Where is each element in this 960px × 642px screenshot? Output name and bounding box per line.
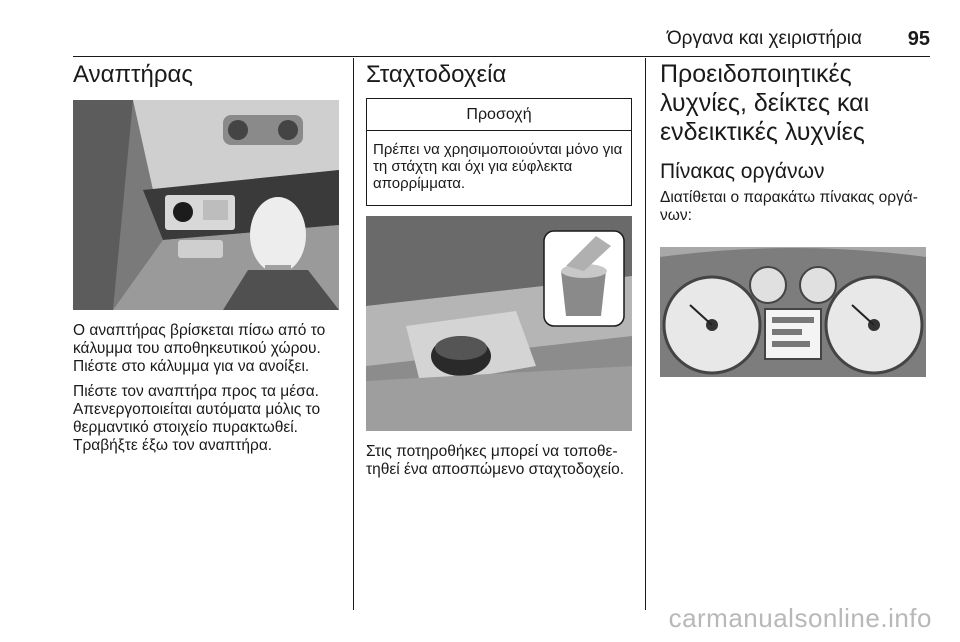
- cigarette-lighter-illustration: [73, 100, 339, 310]
- caution-text: Πρέπει να χρησιμοποιούνται μόνο για τη στάχτη και όχι για εύφλεκτα απορρίμματα.: [373, 141, 623, 192]
- watermark: carmanualsonline.info: [668, 603, 932, 633]
- page-number: 95: [907, 28, 930, 50]
- ashtray-illustration: [366, 216, 632, 431]
- header-rule: [73, 56, 930, 57]
- caution-box: [366, 98, 632, 206]
- ashtray-text: Στις ποτηροθήκες μπορεί να τοποθετηθεί ένα αποσπώμενο σταχτοδοχείο.: [366, 443, 625, 478]
- column-ashtrays: [366, 60, 634, 486]
- subsection-heading: Πίνακας οργάνων: [660, 160, 825, 183]
- column-divider: [353, 58, 354, 610]
- column-cigarette-lighter: [73, 60, 343, 462]
- column-divider: [645, 58, 646, 610]
- header-title: Όργανα και χειριστήρια: [666, 28, 862, 49]
- caution-title: Προσοχή: [367, 99, 631, 131]
- section-heading: Αναπτήρας: [73, 61, 193, 88]
- lighter-location-text: Ο αναπτήρας βρίσκεται πίσω από το κάλυμμα του αποθηκευτικού χώρου. Πιέστε στο κάλυμμα για να ανοίξει.: [73, 322, 326, 375]
- lighter-usage-text: Πιέστε τον αναπτήρα προς τα μέσα. Απενεργοποιείται αυτόματα μόλις το θερμαντικό στοιχείο πυρακτωθεί. Τραβήξτε έξω τον αναπτήρα.: [73, 383, 321, 454]
- section-heading: Προειδοποιητικές λυχνίες, δείκτες και ενδεικτικές λυχνίες: [660, 60, 870, 146]
- instrument-cluster-text: Διατίθεται ο παρακάτω πίνακας οργάνων:: [660, 189, 918, 224]
- column-warning-lights: [660, 60, 932, 377]
- instrument-cluster-illustration: [660, 247, 926, 377]
- section-heading: Σταχτοδοχεία: [366, 61, 507, 88]
